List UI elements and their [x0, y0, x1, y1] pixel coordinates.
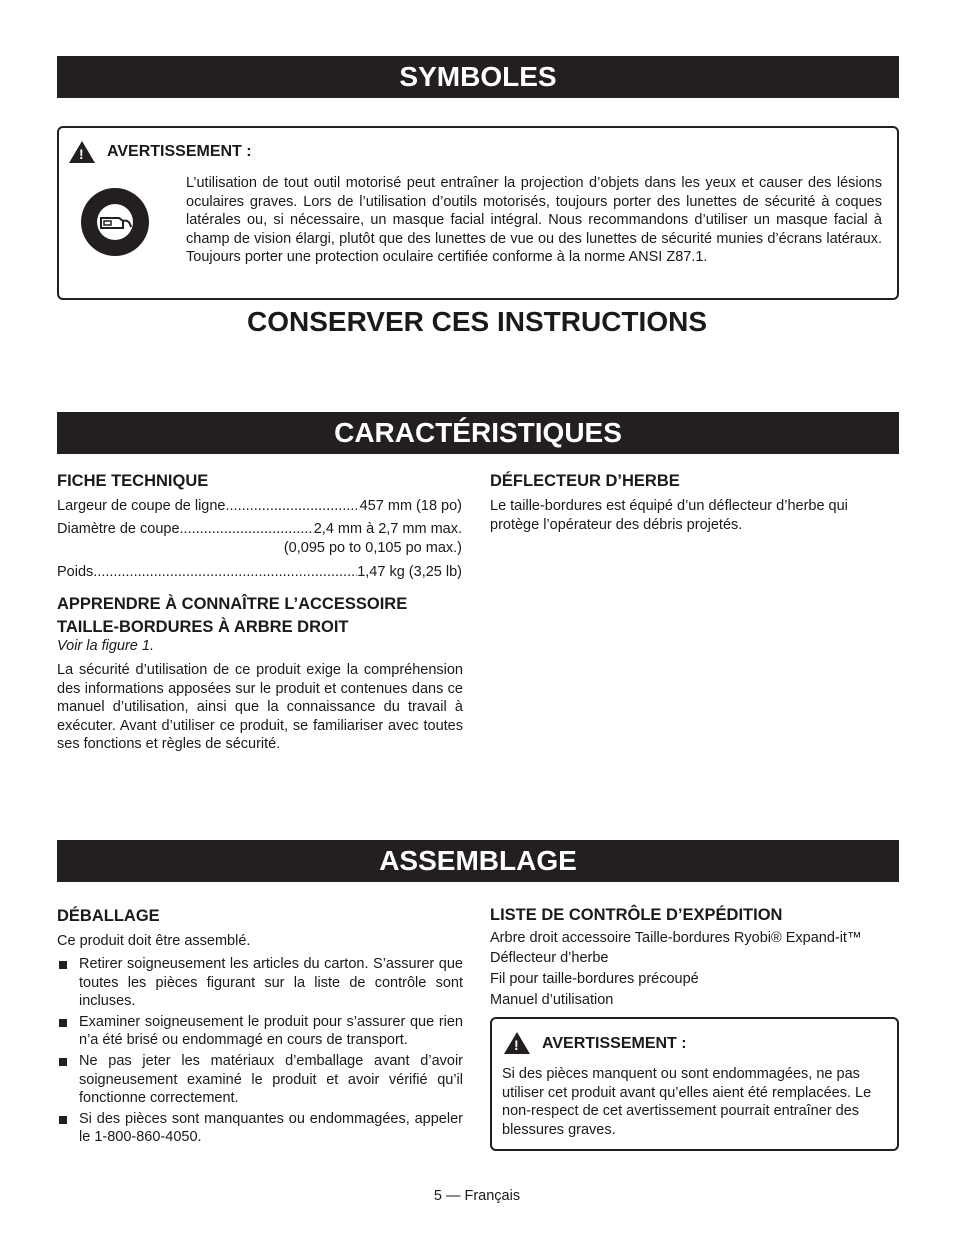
warning-triangle-icon: ! [504, 1032, 530, 1054]
list-item: Déflecteur d’herbe [490, 950, 609, 966]
deballage-bullet-list [57, 955, 463, 1149]
list-item: Ne pas jeter les matériaux d’emballage avant d’avoir soigneusement examiné le produit et avoir vérifié qu’il fonctionne correctement. [57, 1052, 463, 1108]
list-item: Retirer soigneusement les articles du carton. S’assurer que toutes les pièces figurant sur la liste de contrôle sont incluses. [57, 955, 463, 1011]
warning-box-missing-parts [490, 1017, 899, 1151]
safety-goggles-icon [81, 188, 149, 256]
apprendre-title-line1: APPRENDRE À CONNAÎTRE L’ACCESSOIRE [57, 595, 408, 613]
list-item: Fil pour taille-bordures précoupé [490, 971, 699, 987]
spec-row: (0,095 po to 0,105 po max.) [283, 540, 462, 556]
section-header-caracteristiques: CARACTÉRISTIQUES [57, 412, 899, 454]
list-item: Examiner soigneusement le produit pour s’assurer que rien n’a été brisé ou endommagé en cours de transport. [57, 1013, 463, 1050]
liste-controle-title: LISTE DE CONTRÔLE D’EXPÉDITION [490, 906, 783, 924]
list-item: Manuel d’utilisation [490, 992, 614, 1008]
deflecteur-paragraph: Le taille-bordures est équipé d’un déflecteur d’herbe qui protège l’opérateur des débris projetés. [490, 498, 848, 533]
list-item: Arbre droit accessoire Taille-bordures Ryobi® Expand-it™ [490, 930, 862, 946]
section-header-assemblage: ASSEMBLAGE [57, 840, 899, 882]
figure-reference: Voir la figure 1. [57, 638, 154, 654]
deballage-intro: Ce produit doit être assemblé. [57, 933, 251, 949]
warning-title: AVERTISSEMENT : [542, 1035, 687, 1052]
spec-row: Diamètre de coupe ..... 2,4 mm à 2,7 mm max. [57, 521, 462, 537]
warning-title: AVERTISSEMENT : [107, 143, 252, 160]
section-header-symboles: SYMBOLES [57, 56, 899, 98]
warning-text: Si des pièces manquent ou sont endommagées, ne pas utiliser cet produit avant qu’elles aient été remplacées. Le non-respect de cet avertissement pourrait entraîner des blessures graves. [502, 1066, 872, 1138]
spec-row: Largeur de coupe de ligne ..... 457 mm (18 po) [57, 498, 462, 514]
deballage-title: DÉBALLAGE [57, 907, 160, 925]
deflecteur-title: DÉFLECTEUR D’HERBE [490, 472, 680, 490]
spec-row: Poids ..... 1,47 kg (3,25 lb) [57, 564, 462, 580]
warning-text: L’utilisation de tout outil motorisé peut entraîner la projection d’objets dans les yeux et causer des lésions oculaires graves. Lors de l’utilisation d’outils motorisés, toujours porter des lunettes de sécurité à coques latérales ou, si nécessaire, un masque facial intégral. Nous recommandons d’utiliser un masque facial à champ de vision élargi, plutôt que des lunettes de vue ou des lunettes de sécurité munies d’écrans latéraux. Toujours porter une protection oculaire certifiée conforme à la norme ANSI Z87.1. [186, 175, 882, 266]
list-item: Si des pièces sont manquantes ou endommagées, appeler le 1-800-860-4050. [57, 1110, 463, 1147]
conserver-instructions-title: CONSERVER CES INSTRUCTIONS [247, 306, 707, 337]
apprendre-title-line2: TAILLE-BORDURES À ARBRE DROIT [57, 618, 349, 636]
fiche-technique-title: FICHE TECHNIQUE [57, 472, 209, 490]
apprendre-paragraph: La sécurité d’utilisation de ce produit exige la compréhension des informations apposées sur le produit et contenues dans ce manuel d’utilisation, ainsi que la connaissance du travail à exécuter. Avant d’utiliser ce produit, se familiariser avec toutes ses fonctions et règles de sécurité. [57, 662, 463, 753]
page-footer: 5 — Français [433, 1188, 521, 1204]
warning-box-eye-protection [57, 126, 899, 300]
warning-triangle-icon: ! [69, 141, 95, 163]
